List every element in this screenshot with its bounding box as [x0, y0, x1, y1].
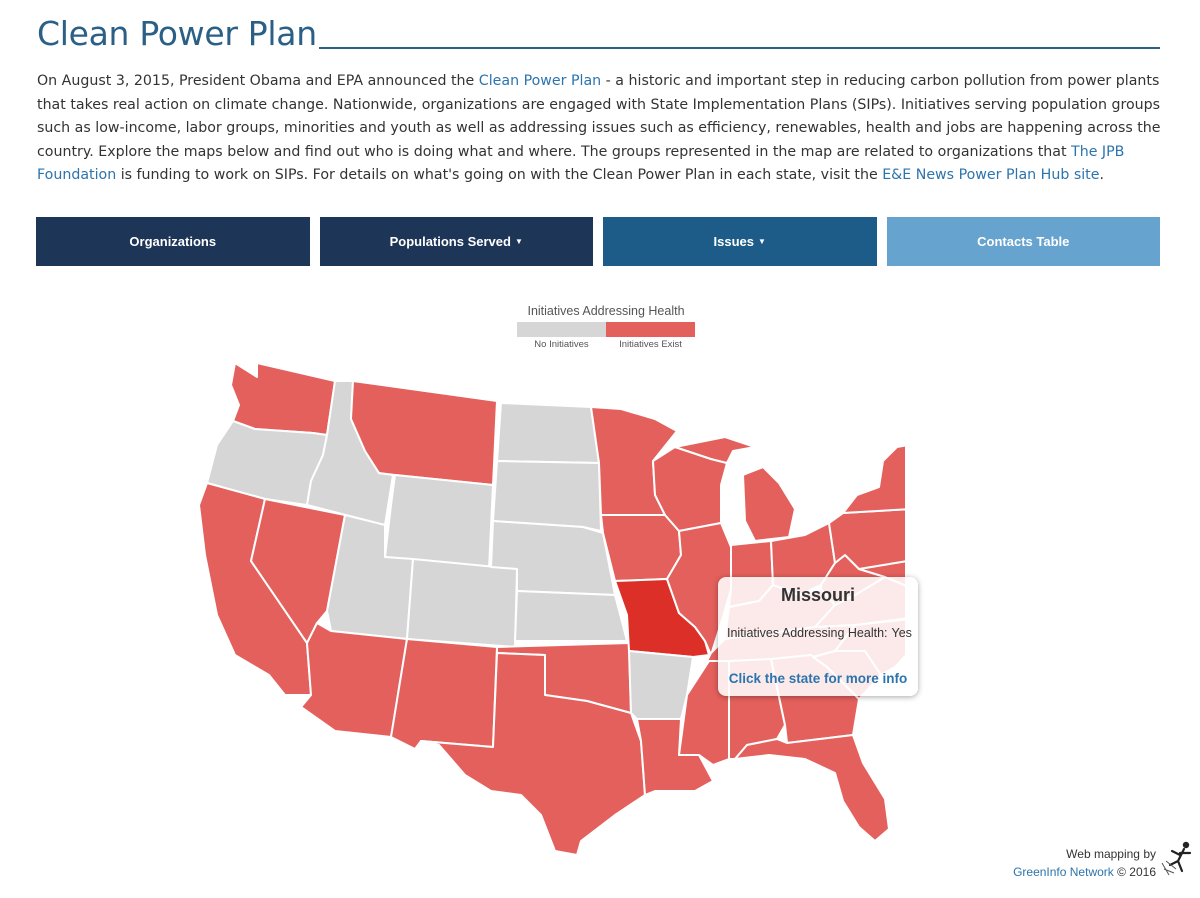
state-nd[interactable] — [497, 403, 599, 463]
issues-button[interactable] — [603, 217, 877, 266]
legend-bar — [517, 322, 695, 337]
ee-news-hub-link[interactable]: E&E News Power Plan Hub site — [882, 167, 1100, 183]
intro-text-3: is funding to work on SIPs. For details on what's going on with the Clean Power Plan in each state, visit the — [116, 167, 883, 183]
caret-down-icon: ▼ — [758, 237, 766, 246]
title-rule — [319, 47, 1160, 49]
credit-suffix: © 2016 — [1113, 865, 1156, 879]
jpb-foundation-link[interactable]: The JPB Foundation — [37, 143, 1125, 183]
state-wy[interactable] — [385, 475, 493, 569]
tooltip-value: Yes — [891, 626, 912, 640]
issues-label: Issues — [713, 234, 755, 249]
contacts-label: Contacts Table — [977, 234, 1070, 249]
intro-text-2: - a historic and important step in reducing carbon pollution from power plants that takes real action on climate change. Nationwide, organizations are engaged with State Implementation Plans (SIPs). Initiatives serving population groups such as low-income, labor groups, minorities and youth as well as addressing issues such as efficiency, renewables, health and jobs are happening across the country. Explore the maps below and find out who is doing what and where. The groups represented in the map are related to organizations that — [37, 73, 1161, 160]
organizations-button[interactable] — [36, 217, 310, 266]
populations-label: Populations Served — [389, 234, 511, 249]
state-nm[interactable] — [391, 639, 497, 749]
legend-label-yes: Initiatives Exist — [619, 339, 682, 350]
credit-block — [1013, 845, 1156, 881]
credit-line-2 — [1013, 863, 1156, 881]
legend-swatch-yes — [606, 322, 695, 337]
tooltip-label: Initiatives Addressing Health: — [727, 626, 888, 640]
title-row — [37, 14, 1160, 54]
state-sd[interactable] — [493, 461, 601, 531]
tooltip-more-info-link[interactable]: Click the state for more info — [728, 671, 908, 686]
state-ny[interactable] — [843, 443, 905, 515]
caret-down-icon: ▼ — [514, 237, 523, 246]
populations-served-button[interactable] — [320, 217, 594, 266]
legend-swatch-no — [517, 322, 606, 337]
tooltip-row — [727, 626, 912, 640]
state-az[interactable] — [301, 623, 407, 737]
credit-line: Web mapping by — [1066, 847, 1156, 861]
contacts-table-button[interactable] — [887, 217, 1161, 266]
intro-text-4: . — [1099, 167, 1104, 183]
tooltip-state-name: Missouri — [780, 585, 855, 605]
intro-paragraph — [37, 70, 1162, 188]
state-ks[interactable] — [515, 591, 627, 641]
state-tooltip — [718, 577, 918, 696]
state-fl[interactable] — [735, 735, 889, 841]
organizations-label: Organizations — [129, 234, 217, 249]
state-co[interactable] — [407, 559, 517, 647]
state-ar[interactable] — [629, 651, 693, 719]
map-nav — [36, 217, 1160, 266]
page-title: Clean Power Plan — [37, 14, 317, 53]
state-ia[interactable] — [601, 515, 681, 581]
intro-text-1: On August 3, 2015, President Obama and EPA announced the — [37, 73, 479, 89]
legend-title: Initiatives Addressing Health — [527, 304, 685, 318]
state-wa[interactable] — [231, 363, 335, 435]
greeninfo-logo-icon — [1160, 839, 1196, 877]
legend-label-no: No Initiatives — [534, 339, 589, 350]
map-legend — [517, 303, 695, 350]
legend-labels — [517, 339, 695, 350]
clean-power-plan-link[interactable]: Clean Power Plan — [478, 73, 602, 89]
greeninfo-link[interactable]: GreenInfo Network — [1013, 865, 1114, 879]
